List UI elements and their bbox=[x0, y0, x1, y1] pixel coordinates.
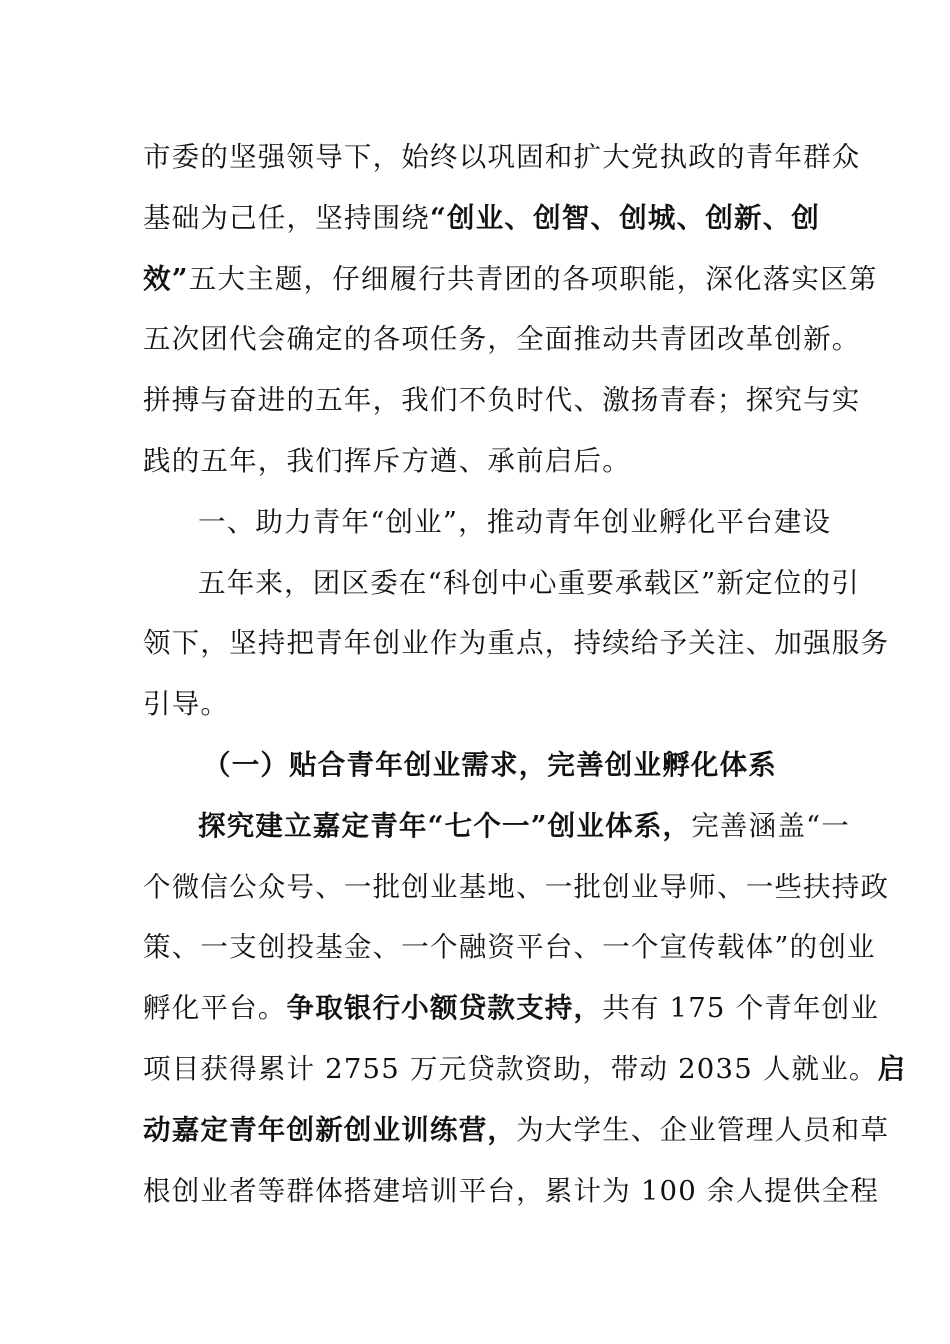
document-body bbox=[143, 127, 907, 1221]
text-line bbox=[143, 431, 807, 492]
text-run: 个微信公众号、一批创业基地、一批创业导师、一些扶持政 bbox=[143, 870, 890, 903]
text-line bbox=[143, 1039, 907, 1100]
subsection-heading bbox=[143, 735, 807, 796]
text-run: 市委的坚强领导下，始终以巩固和扩大党执政的青年群众 bbox=[143, 141, 861, 173]
text-run: 项目获得累计 2755 万元贷款资助，带动 2035 人就业。 bbox=[143, 1052, 878, 1085]
text-run: 为大学生、企业管理人员和草 bbox=[516, 1113, 890, 1146]
text-line bbox=[143, 188, 821, 249]
text-line bbox=[143, 674, 807, 735]
text-run: 一、助力青年“创业”，推动青年创业孵化平台建设 bbox=[198, 505, 832, 538]
bold-text-run: （一）贴合青年创业需求，完善创业孵化体系 bbox=[203, 748, 777, 781]
text-run: 策、一支创投基金、一个融资平台、一个宣传载体”的创业 bbox=[143, 931, 876, 964]
text-run: 五大主题，仔细履行共青团的各项职能，深化落实区第 bbox=[188, 262, 878, 295]
bold-text-run: 动嘉定青年创新创业训练营， bbox=[143, 1113, 517, 1146]
text-run: 拼搏与奋进的五年，我们不负时代、激扬青春；探究与实 bbox=[143, 384, 861, 417]
bold-text-run: 效” bbox=[143, 262, 189, 295]
text-line bbox=[143, 127, 861, 188]
text-run: 践的五年，我们挥斥方遒、承前启后。 bbox=[143, 444, 631, 477]
text-line bbox=[143, 978, 880, 1039]
text-run: 孵化平台。 bbox=[143, 992, 287, 1025]
text-line bbox=[143, 1100, 890, 1161]
text-run: 根创业者等群体搭建培训平台，累计为 100 余人提供全程 bbox=[143, 1174, 880, 1207]
text-run: 五次团代会确定的各项任务，全面推动共青团改革创新。 bbox=[143, 323, 861, 356]
text-run: 基础为己任，坚持围绕 bbox=[143, 201, 430, 234]
text-line bbox=[143, 857, 890, 918]
text-run: 引导。 bbox=[143, 688, 230, 721]
bold-text-run: 探究建立嘉定青年“七个一”创业体系， bbox=[198, 809, 692, 842]
section-heading bbox=[143, 492, 832, 553]
text-run: 五年来，团区委在“科创中心重要承载区”新定位的引 bbox=[198, 566, 860, 599]
text-line bbox=[143, 1161, 880, 1222]
text-run: 领下，坚持把青年创业作为重点，持续给予关注、加强服务 bbox=[143, 627, 890, 660]
bold-text-run: “创业、创智、创城、创新、创 bbox=[430, 201, 821, 234]
bold-text-run: 争取银行小额贷款支持， bbox=[286, 992, 603, 1025]
text-line bbox=[143, 370, 861, 431]
text-run: 共有 175 个青年创业 bbox=[602, 992, 880, 1025]
text-run: 完善涵盖“一 bbox=[691, 809, 850, 842]
bold-text-run: 启 bbox=[877, 1052, 907, 1085]
text-line bbox=[143, 249, 878, 310]
text-line bbox=[143, 309, 861, 370]
text-line bbox=[143, 917, 876, 978]
text-line bbox=[143, 613, 890, 674]
text-line bbox=[143, 553, 860, 614]
text-line bbox=[143, 796, 850, 857]
